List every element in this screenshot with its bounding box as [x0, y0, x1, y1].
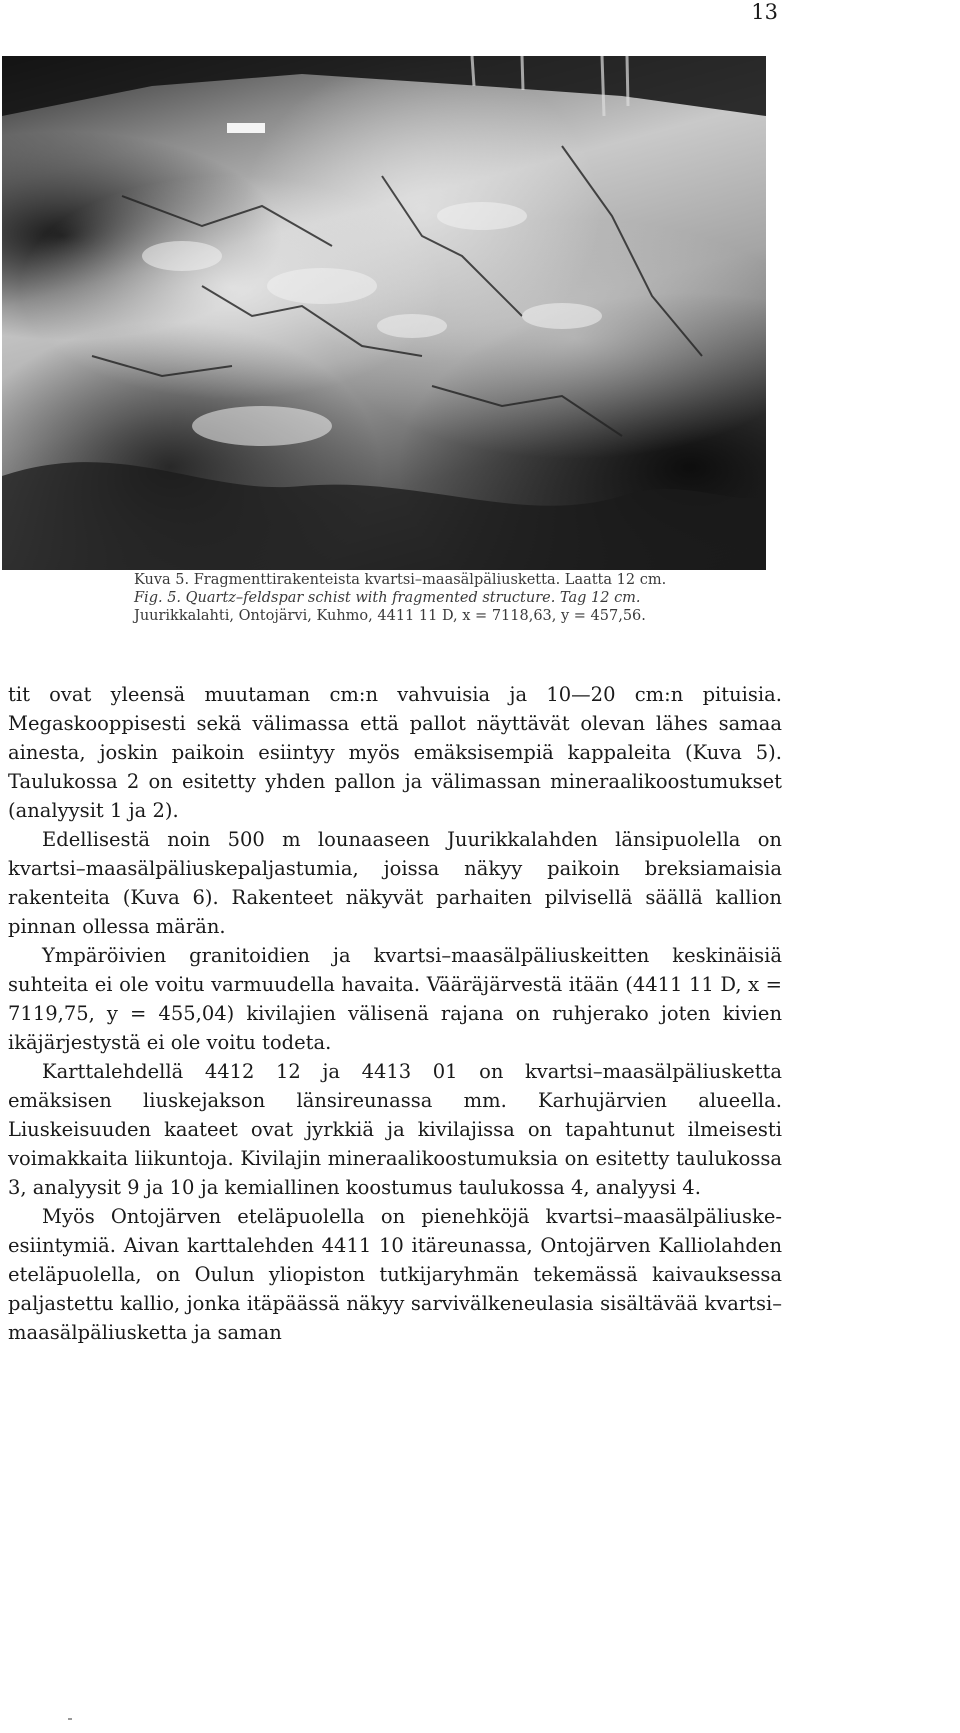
paragraph: Edellisestä noin 500 m lounaaseen Juurikkalahden länsipuolella on kvartsi–maasälpäliuskepaljastumia, joissa näkyy paikoin breksiamaisia rakenteita (Kuva 6). Rakenteet näkyvät parhaiten pilvisellä säällä kallion pinnan ollessa märän.: [8, 828, 782, 938]
paragraph: Ympäröivien granitoidien ja kvartsi–maasälpäliuskeitten keskinäisiä suhteita ei ole voitu varmuudella havaita. Vääräjärvestä itään (4411 11 D, x = 7119,75, y = 455,04) kivilajien välisenä rajana on ruhjerako joten kivien ikäjärjestystä ei ole voitu todeta.: [8, 944, 782, 1054]
caption-finnish: Kuva 5. Fragmenttirakenteista kvartsi–maasälpäliusketta. Laatta 12 cm.: [134, 572, 667, 588]
rock-outcrop-photo: [2, 56, 766, 570]
caption-english: Fig. 5. Quartz–feldspar schist with fragmented structure. Tag 12 cm.: [134, 590, 641, 606]
page-number: 13: [751, 0, 778, 24]
figure-caption: [134, 571, 814, 625]
paragraph: Karttalehdellä 4412 12 ja 4413 01 on kvartsi–maasälpäliusketta emäksisen liuskejakson länsireunassa mm. Karhujärvien alueella. Liuskeisuuden kaateet ovat jyrkkiä ja kivilajissa on tapahtunut ilmeisesti voimakkaita liikuntoja. Kivilajin mineraalikoostumuksia on esitetty taulukossa 3, analyysit 9 ja 10 ja kemiallinen koostumus taulukossa 4, analyysi 4.: [8, 1060, 782, 1199]
scan-speck: [68, 1718, 72, 1720]
paragraph: Myös Ontojärven eteläpuolella on pienehköjä kvartsi–maasälpäliuske-esiintymiä. Aivan karttalehden 4411 10 itäreunassa, Ontojärven Kalliolahden eteläpuolella, on Oulun yliopiston tutkijaryhmän tekemässä kaivauksessa paljastettu kallio, jonka itäpäässä näkyy sarvivälkeneulasia sisältävää kvartsi–maasälpäliusketta ja saman: [8, 1205, 782, 1344]
caption-location: Juurikkalahti, Ontojärvi, Kuhmo, 4411 11 D, x = 7118,63, y = 457,56.: [134, 608, 646, 624]
photo-texture: [2, 56, 766, 570]
body-text: [8, 680, 782, 1347]
paragraph: tit ovat yleensä muutaman cm:n vahvuisia ja 10—20 cm:n pituisia. Megaskooppisesti sekä välimassa että pallot näyttävät olevan lähes samaa ainesta, joskin paikoin esiintyy myös emäksisempiä kappaleita (Kuva 5). Taulukossa 2 on esitetty yhden pallon ja välimassan mineraalikoostumukset (analyysit 1 ja 2).: [8, 683, 782, 822]
